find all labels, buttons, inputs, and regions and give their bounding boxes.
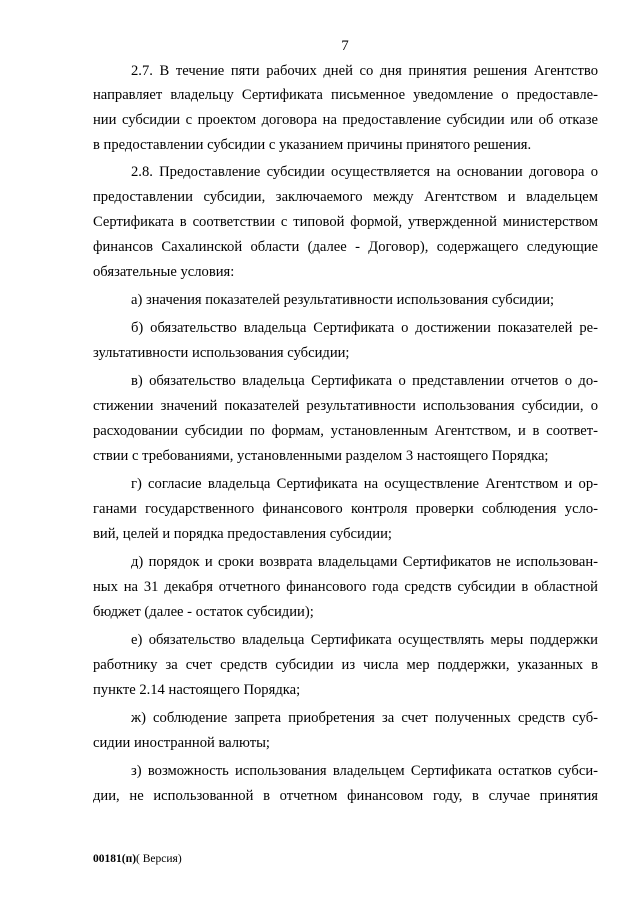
text-line: зультативности использования субсидии; xyxy=(93,345,350,361)
text-line: б) обязательство владельца Сертификата о достижении показателей ре- xyxy=(131,320,598,336)
text-line: дии, не использованной в отчетном финансовом году, в случае принятия xyxy=(93,788,598,804)
text-line: з) возможность использования владельцем Сертификата остатков субси- xyxy=(131,763,598,779)
text-line: д) порядок и сроки возврата владельцами Сертификатов не использован- xyxy=(131,554,598,570)
text-line: а) значения показателей результативности использования субсидии; xyxy=(131,292,555,308)
text-line: Сертификата в соответствии с типовой формой, утвержденной министерством xyxy=(93,214,598,230)
text-line: сидии иностранной валюты; xyxy=(93,735,270,751)
text-line: е) обязательство владельца Сертификата осуществлять меры поддержки xyxy=(131,632,598,648)
text-line: предоставлении субсидии, заключаемого между Агентством и владельцем xyxy=(93,189,598,205)
text-line: 2.8. Предоставление субсидии осуществляется на основании договора о xyxy=(131,164,598,180)
text-line: в) обязательство владельца Сертификата о представлении отчетов о до- xyxy=(131,373,598,389)
text-line: нии субсидии с проектом договора на предоставление субсидии или об отказе xyxy=(93,112,598,128)
document-code: 00181(п) xyxy=(93,853,137,865)
text-line: бюджет (далее - остаток субсидии); xyxy=(93,604,314,620)
document-version: ( Версия) xyxy=(136,853,182,865)
document-footer xyxy=(93,853,182,865)
text-line: пункте 2.14 настоящего Порядка; xyxy=(93,682,301,698)
page-number: 7 xyxy=(341,38,349,54)
text-line: ствии с требованиями, установленными разделом 3 настоящего Порядка; xyxy=(93,448,549,464)
text-line: ных на 31 декабря отчетного финансового года средств субсидии в областной xyxy=(93,579,598,595)
text-line: 2.7. В течение пяти рабочих дней со дня принятия решения Агентство xyxy=(131,63,598,79)
text-line: ганами государственного финансового контроля проверки соблюдения усло- xyxy=(93,501,598,517)
text-line: в предоставлении субсидии с указанием причины принятого решения. xyxy=(93,137,532,153)
text-line: направляет владельцу Сертификата письменное уведомление о предоставле- xyxy=(93,87,598,103)
text-line: ж) соблюдение запрета приобретения за счет полученных средств суб- xyxy=(131,710,598,726)
text-line: г) согласие владельца Сертификата на осуществление Агентством и ор- xyxy=(131,476,598,492)
text-line: работнику за счет средств субсидии из числа мер поддержки, указанных в xyxy=(93,657,598,673)
text-line: стижении значений показателей результативности использования субсидии, о xyxy=(93,398,598,414)
text-line: расходовании субсидии по формам, установленным Агентством, и в соответ- xyxy=(93,423,598,439)
text-line: вий, целей и порядка предоставления субсидии; xyxy=(93,526,392,542)
text-line: обязательные условия: xyxy=(93,264,235,280)
text-line: финансов Сахалинской области (далее - Договор), содержащего следующие xyxy=(93,239,598,255)
